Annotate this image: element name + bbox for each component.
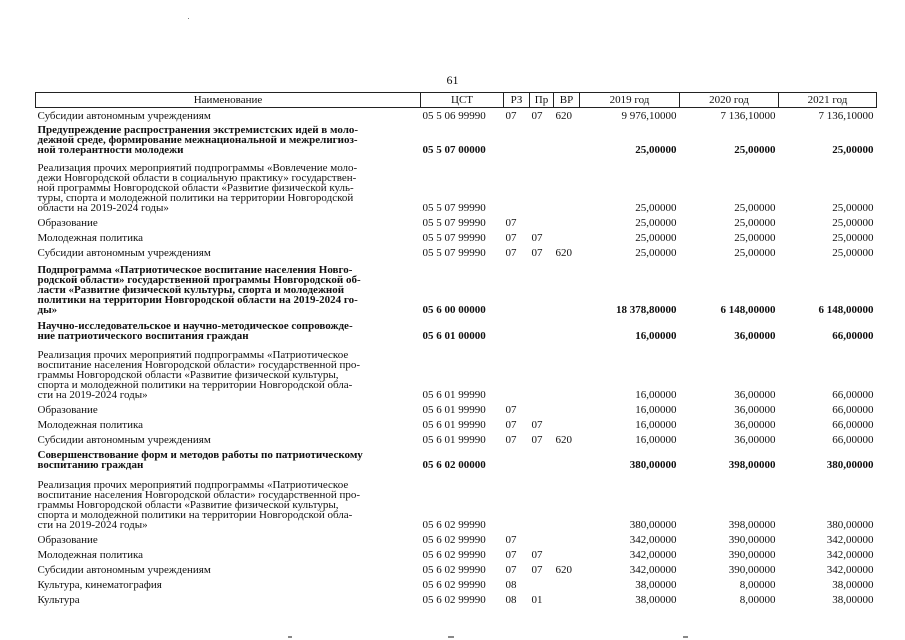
row-rz: 07 <box>505 403 517 415</box>
row-2021: 342,00000 <box>826 563 874 575</box>
row-vr <box>554 315 580 341</box>
row-name: Молодежная политика <box>37 548 144 561</box>
row-2020: 36,00000 <box>734 403 776 415</box>
table-row <box>36 430 877 445</box>
row-name: Образование <box>37 533 98 546</box>
row-vr: 620 <box>555 563 572 575</box>
row-name: Реализация прочих мероприятий подпрограммы «Вовлечение моло- дежи Новгородской области в социальную практику» государствен- ной программы Новгородской области «Развитие физической куль- туры, спорта и молодежной политики на территории Новгородской области на 2019-2024 годы» <box>37 161 358 214</box>
scan-mark <box>683 636 688 638</box>
scan-speck <box>188 18 189 19</box>
row-2019: 380,00000 <box>629 458 677 470</box>
row-cst: 05 6 01 99990 <box>422 403 486 415</box>
row-2019: 16,00000 <box>635 388 677 400</box>
row-vr <box>554 590 580 605</box>
row-2021: 25,00000 <box>832 143 874 155</box>
row-2021: 38,00000 <box>832 593 874 605</box>
row-cst: 05 6 02 99990 <box>422 548 486 560</box>
row-cst: 05 5 07 99990 <box>422 201 486 213</box>
table-row <box>36 341 877 400</box>
table-row <box>36 415 877 430</box>
row-pr <box>530 258 554 315</box>
row-2020: 25,00000 <box>734 246 776 258</box>
header-pr: Пр <box>530 93 554 108</box>
row-2019: 16,00000 <box>635 433 677 445</box>
row-pr: 07 <box>531 109 543 121</box>
row-2020: 390,00000 <box>728 563 776 575</box>
row-2019: 342,00000 <box>629 533 677 545</box>
row-pr: 01 <box>531 593 543 605</box>
row-2019: 16,00000 <box>635 403 677 415</box>
row-cst: 05 6 01 00000 <box>422 329 486 341</box>
row-name: Культура <box>37 593 80 606</box>
row-cst: 05 6 02 99990 <box>422 563 486 575</box>
row-cst: 05 6 02 00000 <box>422 458 486 470</box>
table-row <box>36 121 877 155</box>
row-2020: 8,00000 <box>739 593 776 605</box>
row-2019: 38,00000 <box>635 578 677 590</box>
row-vr <box>554 470 580 530</box>
row-rz: 07 <box>505 231 517 243</box>
table-row <box>36 470 877 530</box>
row-2020: 36,00000 <box>734 388 776 400</box>
row-pr: 07 <box>531 231 543 243</box>
row-pr <box>530 400 554 415</box>
row-vr <box>554 258 580 315</box>
row-name: Совершенствование форм и методов работы по патриотическому воспитанию граждан <box>37 448 363 471</box>
table-row <box>36 108 877 121</box>
row-2019: 16,00000 <box>635 329 677 341</box>
row-pr <box>530 315 554 341</box>
header-2021: 2021 год <box>779 93 877 108</box>
row-vr <box>554 545 580 560</box>
row-2019: 16,00000 <box>635 418 677 430</box>
row-2019: 25,00000 <box>635 231 677 243</box>
row-2019: 25,00000 <box>635 201 677 213</box>
row-2021: 380,00000 <box>826 518 874 530</box>
row-cst: 05 6 02 99990 <box>422 578 486 590</box>
table-row <box>36 445 877 470</box>
row-pr <box>530 445 554 470</box>
row-pr: 07 <box>531 433 543 445</box>
row-2019: 9 976,10000 <box>621 109 677 121</box>
table-row <box>36 315 877 341</box>
row-2020: 25,00000 <box>734 216 776 228</box>
row-2021: 25,00000 <box>832 246 874 258</box>
table-row <box>36 228 877 243</box>
row-rz: 07 <box>505 109 517 121</box>
row-pr <box>530 213 554 228</box>
row-rz: 07 <box>505 533 517 545</box>
row-cst: 05 5 06 99990 <box>422 109 486 121</box>
row-2020: 25,00000 <box>734 143 776 155</box>
row-cst: 05 6 01 99990 <box>422 433 486 445</box>
header-vr: ВР <box>554 93 580 108</box>
row-2020: 25,00000 <box>734 231 776 243</box>
row-rz: 07 <box>505 433 517 445</box>
row-rz: 08 <box>505 593 517 605</box>
row-2021: 342,00000 <box>826 533 874 545</box>
row-2019: 38,00000 <box>635 593 677 605</box>
row-name: Подпрограмма «Патриотическое воспитание населения Новго- родской области» государственной программы Новгородской об- ласти «Развитие физической культуры, спорта и молодежной политики на территории Новгородской области на 2019-2024 го- ды» <box>37 263 361 316</box>
row-rz: 07 <box>505 246 517 258</box>
row-vr <box>554 213 580 228</box>
scan-mark <box>448 636 454 638</box>
row-vr <box>554 341 580 400</box>
budget-table <box>35 92 877 605</box>
row-name: Образование <box>37 403 98 416</box>
row-name: Предупреждение распространения экстремистских идей в моло- дежной среде, формирование межнациональной и межрелигиоз- ной толерантности молодежи <box>37 123 359 156</box>
row-pr <box>530 155 554 213</box>
row-2020: 390,00000 <box>728 533 776 545</box>
row-rz <box>504 315 530 341</box>
row-cst: 05 5 07 99990 <box>422 231 486 243</box>
row-rz: 07 <box>505 418 517 430</box>
row-pr: 07 <box>531 563 543 575</box>
row-cst: 05 5 07 99990 <box>422 216 486 228</box>
row-rz <box>504 121 530 155</box>
table-row <box>36 400 877 415</box>
row-rz <box>504 470 530 530</box>
row-pr: 07 <box>531 418 543 430</box>
row-name: Субсидии автономным учреждениям <box>37 109 211 122</box>
row-2019: 342,00000 <box>629 548 677 560</box>
row-cst: 05 5 07 99990 <box>422 246 486 258</box>
header-row <box>36 93 877 108</box>
row-2019: 18 378,80000 <box>616 303 677 315</box>
row-2021: 7 136,10000 <box>818 109 874 121</box>
table-row <box>36 575 877 590</box>
row-2019: 25,00000 <box>635 143 677 155</box>
row-name: Молодежная политика <box>37 231 144 244</box>
row-2021: 38,00000 <box>832 578 874 590</box>
row-pr <box>530 341 554 400</box>
row-2020: 8,00000 <box>739 578 776 590</box>
row-rz: 08 <box>505 578 517 590</box>
row-vr <box>554 228 580 243</box>
scan-mark <box>288 636 292 638</box>
row-2021: 25,00000 <box>832 201 874 213</box>
row-2021: 66,00000 <box>832 433 874 445</box>
row-2019: 25,00000 <box>635 216 677 228</box>
row-name: Молодежная политика <box>37 418 144 431</box>
table-row <box>36 243 877 258</box>
row-name: Субсидии автономным учреждениям <box>37 563 211 576</box>
row-2021: 25,00000 <box>832 231 874 243</box>
row-pr <box>530 575 554 590</box>
header-rz: РЗ <box>504 93 530 108</box>
row-rz <box>504 341 530 400</box>
row-2019: 25,00000 <box>635 246 677 258</box>
row-vr <box>554 415 580 430</box>
row-rz: 07 <box>505 548 517 560</box>
row-2021: 380,00000 <box>826 458 874 470</box>
row-name: Субсидии автономным учреждениям <box>37 433 211 446</box>
table-row <box>36 590 877 605</box>
row-rz <box>504 445 530 470</box>
row-vr <box>554 575 580 590</box>
row-pr <box>530 530 554 545</box>
row-vr: 620 <box>555 109 572 121</box>
row-rz: 07 <box>505 563 517 575</box>
row-pr <box>530 121 554 155</box>
page-number: 61 <box>446 73 459 87</box>
row-pr: 07 <box>531 548 543 560</box>
row-2019: 380,00000 <box>629 518 677 530</box>
row-rz: 07 <box>505 216 517 228</box>
row-vr <box>554 530 580 545</box>
row-2020: 6 148,00000 <box>720 303 776 315</box>
row-vr <box>554 121 580 155</box>
row-name: Реализация прочих мероприятий подпрограммы «Патриотическое воспитание населения Новгородской области» государственной про- граммы Новгородской области «Развитие физической культуры, спорта и молодежной политики на территории Новгородской обла- сти на 2019-2024 годы» <box>37 348 361 401</box>
row-2020: 25,00000 <box>734 201 776 213</box>
header-name: Наименование <box>36 93 421 108</box>
row-2021: 66,00000 <box>832 388 874 400</box>
row-2021: 6 148,00000 <box>818 303 874 315</box>
header-2019: 2019 год <box>580 93 680 108</box>
row-2021: 66,00000 <box>832 418 874 430</box>
row-name: Культура, кинематография <box>37 578 162 591</box>
row-2020: 398,00000 <box>728 458 776 470</box>
row-2020: 390,00000 <box>728 548 776 560</box>
row-name: Научно-исследовательское и научно-методическое сопровожде- ние патриотического воспитания граждан <box>37 319 353 342</box>
row-rz <box>504 258 530 315</box>
row-vr <box>554 400 580 415</box>
table-row <box>36 155 877 213</box>
row-2021: 25,00000 <box>832 216 874 228</box>
table-row <box>36 530 877 545</box>
row-2020: 36,00000 <box>734 433 776 445</box>
row-2020: 398,00000 <box>728 518 776 530</box>
row-2021: 66,00000 <box>832 329 874 341</box>
table-row <box>36 213 877 228</box>
row-vr <box>554 445 580 470</box>
row-cst: 05 6 00 00000 <box>422 303 486 315</box>
row-cst: 05 6 02 99990 <box>422 593 486 605</box>
row-cst: 05 6 01 99990 <box>422 418 486 430</box>
row-2021: 66,00000 <box>832 403 874 415</box>
row-cst: 05 6 02 99990 <box>422 533 486 545</box>
row-2020: 36,00000 <box>734 418 776 430</box>
table-row <box>36 560 877 575</box>
row-vr <box>554 155 580 213</box>
row-cst: 05 6 01 99990 <box>422 388 486 400</box>
row-2020: 36,00000 <box>734 329 776 341</box>
header-cst: ЦСТ <box>421 93 504 108</box>
row-2019: 342,00000 <box>629 563 677 575</box>
row-cst: 05 6 02 99990 <box>422 518 486 530</box>
table-row <box>36 258 877 315</box>
row-pr: 07 <box>531 246 543 258</box>
row-name: Образование <box>37 216 98 229</box>
row-vr: 620 <box>555 433 572 445</box>
row-rz <box>504 155 530 213</box>
table-row <box>36 545 877 560</box>
row-2021: 342,00000 <box>826 548 874 560</box>
header-2020: 2020 год <box>680 93 779 108</box>
row-pr <box>530 470 554 530</box>
row-name: Реализация прочих мероприятий подпрограммы «Патриотическое воспитание населения Новгородской области» государственной про- граммы Новгородской области «Развитие физической культуры, спорта и молодежной политики на территории Новгородской обла- сти на 2019-2024 годы» <box>37 478 361 531</box>
row-name: Субсидии автономным учреждениям <box>37 246 211 259</box>
row-cst: 05 5 07 00000 <box>422 143 486 155</box>
row-2020: 7 136,10000 <box>720 109 776 121</box>
row-vr: 620 <box>555 246 572 258</box>
